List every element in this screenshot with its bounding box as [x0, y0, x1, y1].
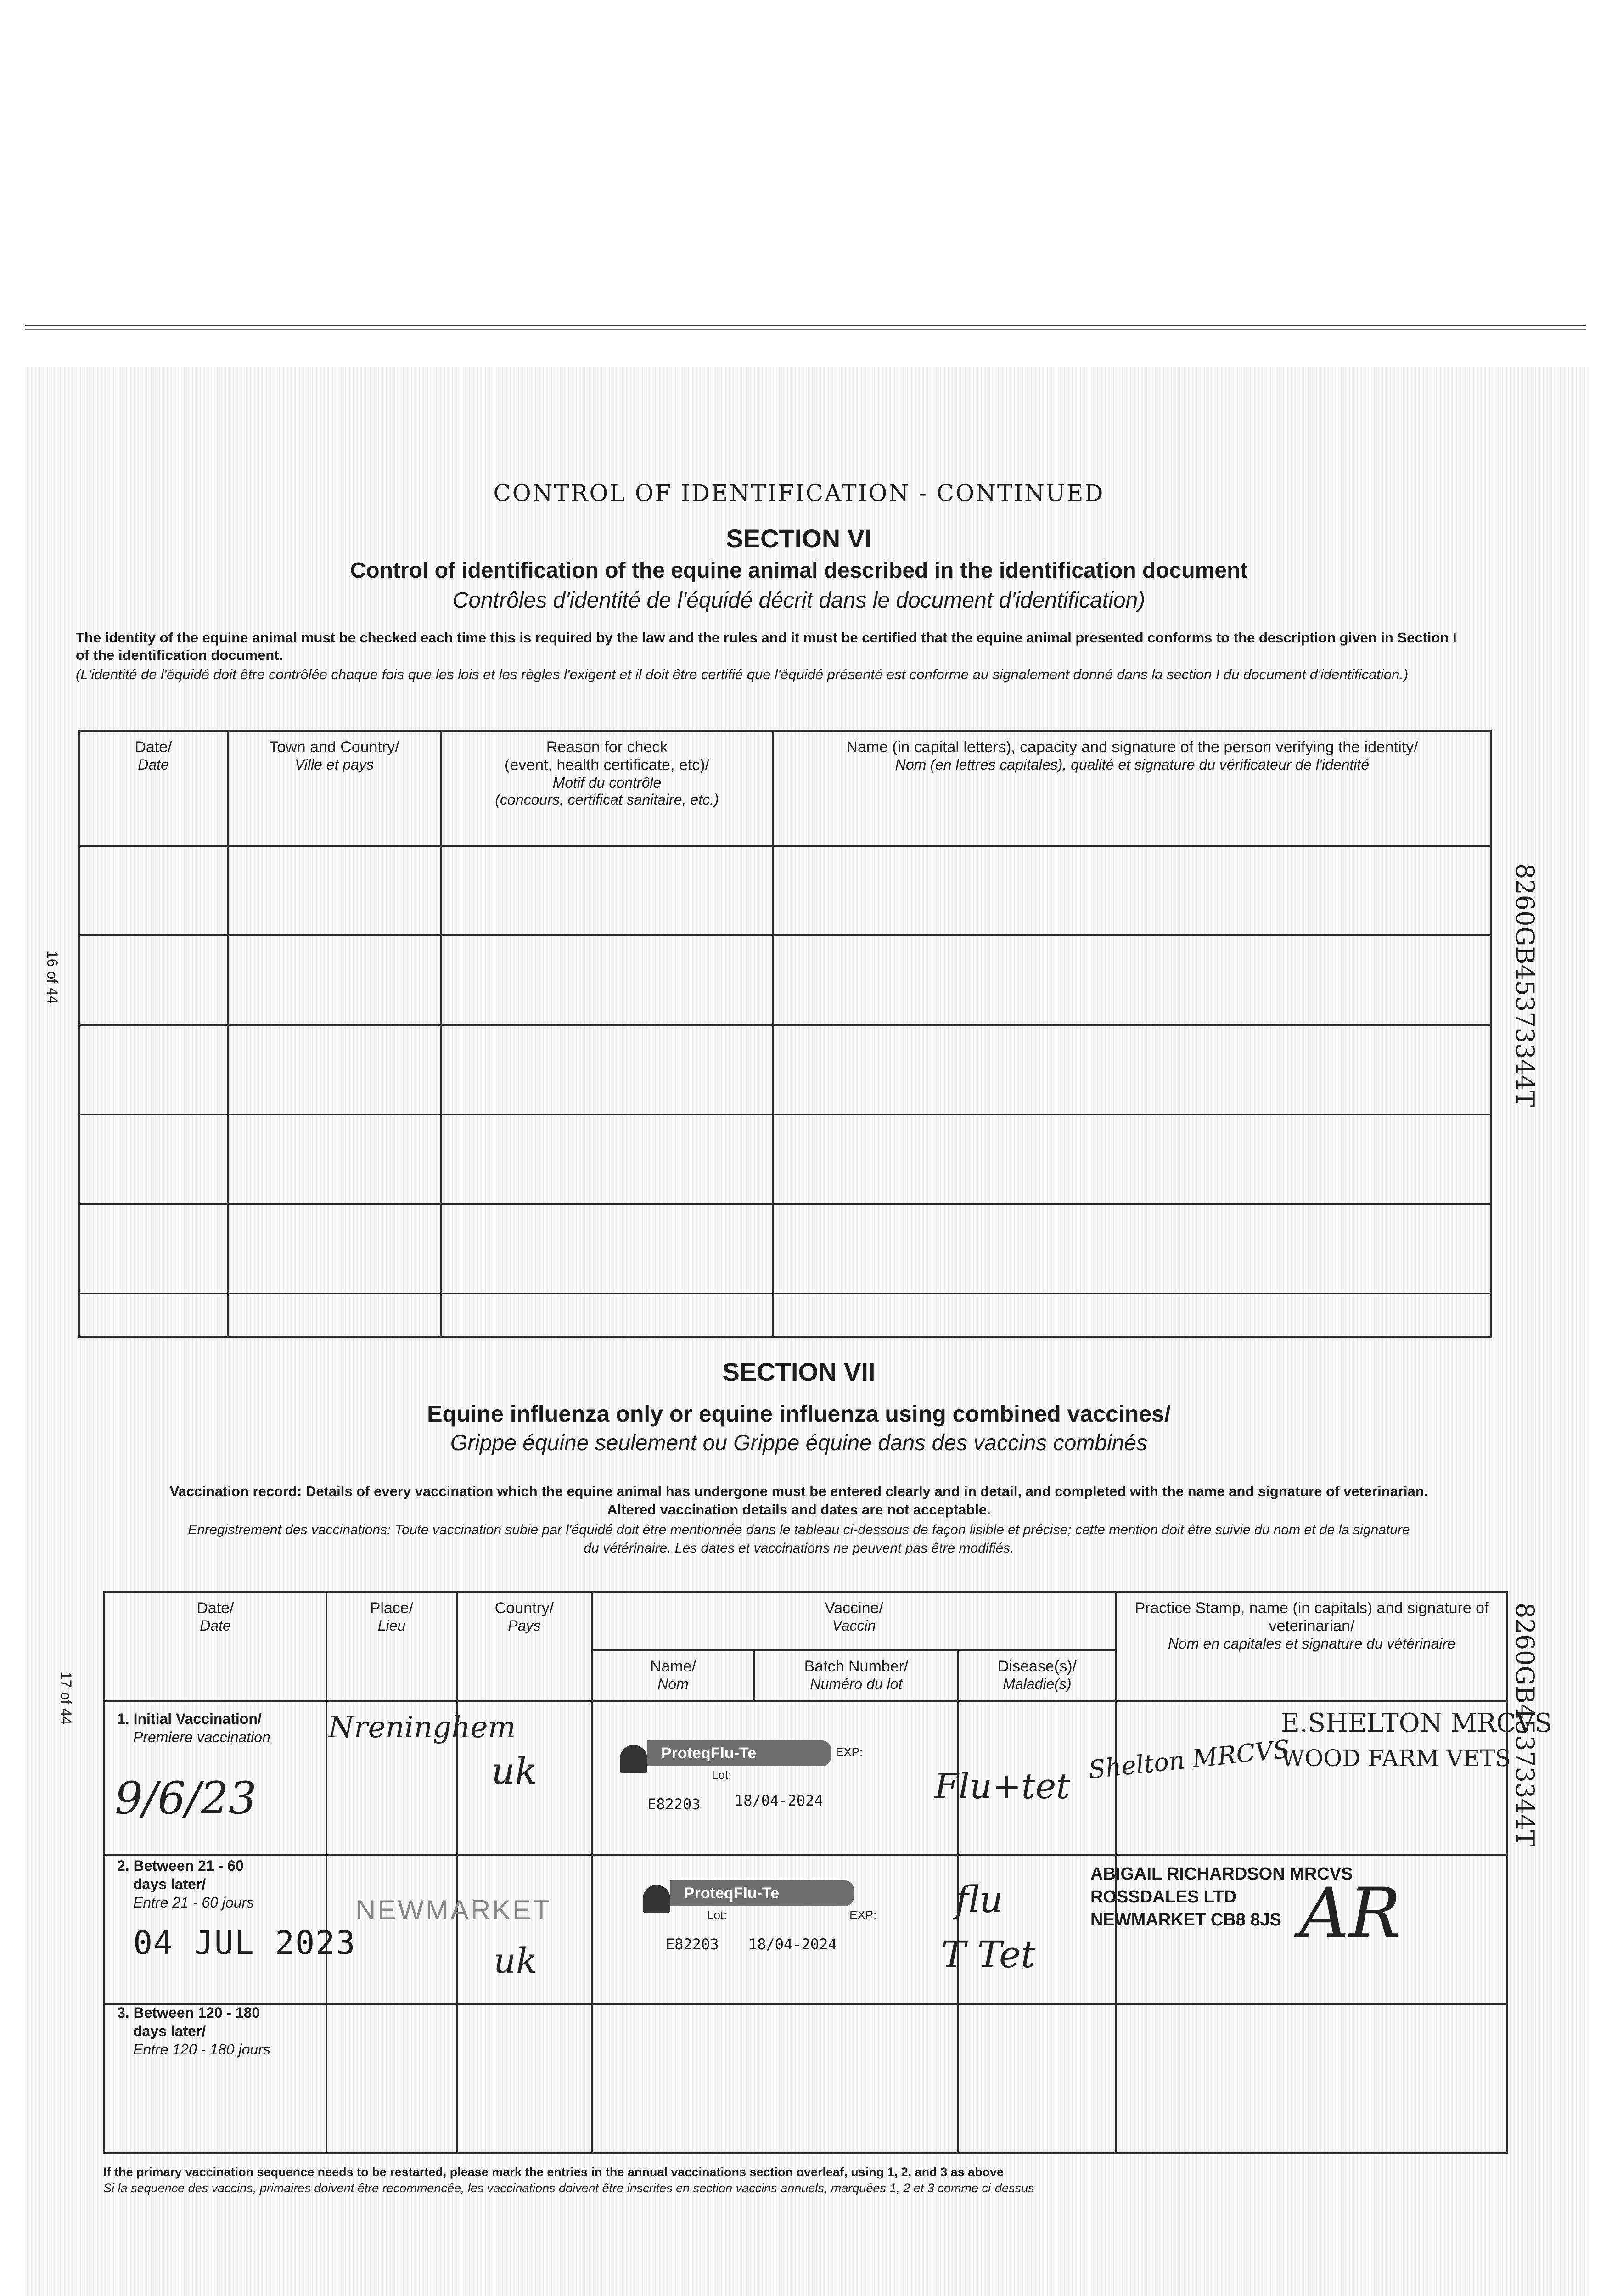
col-date: Date/ Date — [104, 1592, 326, 1701]
col-vet-stamp: Practice Stamp, name (in capitals) and signature of veterinarian/ Nom en capitales et signature du vétérinaire — [1116, 1592, 1507, 1701]
row1-label-fr: Premiere vaccination — [133, 1729, 270, 1745]
col-date: Date/ Date — [79, 731, 228, 846]
row1-date: 9/6/23 — [115, 1773, 257, 1824]
identity-check-table — [78, 730, 1492, 1338]
vaccine-logo-icon — [643, 1885, 670, 1913]
row2-place-stamp: NEWMARKET — [356, 1895, 551, 1925]
continued-title: CONTROL OF IDENTIFICATION - CONTINUED — [493, 480, 1105, 506]
vaccination-record-note-fr: Enregistrement des vaccinations: Toute vaccination subie par l'équidé doit être mentionnée dans le tableau ci-dessous de façon lisible et précise; cette mention doit être suivie du nom et de la signature — [188, 1522, 1410, 1537]
row1-vet-signature: Shelton MRCVS — [1087, 1734, 1292, 1784]
table-row — [79, 1114, 1491, 1204]
exp-label: EXP: — [849, 1908, 877, 1922]
row1-vaccine-sticker — [620, 1740, 863, 1832]
exp-label: EXP: — [836, 1745, 863, 1759]
section7-title: Equine influenza only or equine influenza using combined vaccines/ — [427, 1401, 1171, 1427]
row2-vet-address: NEWMARKET CB8 8JS — [1090, 1910, 1281, 1930]
row2-country: uk — [494, 1940, 537, 1981]
table-row — [79, 846, 1491, 935]
vaccination-record-note: Vaccination record: Details of every vaccination which the equine animal has undergone must be entered clearly and in detail, and completed with the name and signature of veterinarian. — [169, 1483, 1428, 1499]
lot-label: Lot: — [707, 1908, 727, 1922]
row1-disease: Flu+tet — [934, 1766, 1070, 1806]
vaccination-record-note-fr-2: du vétérinaire. Les dates et vaccinations ne peuvent pas être modifiés. — [584, 1541, 1014, 1556]
col-country: Country/ Pays — [457, 1592, 592, 1701]
col-vaccine: Vaccine/ Vaccin — [592, 1592, 1116, 1650]
vaccine-logo-icon — [620, 1745, 647, 1773]
section7-label: SECTION VII — [722, 1357, 876, 1386]
table-row — [104, 2004, 1507, 2153]
col-disease: Disease(s)/ Maladie(s) — [958, 1650, 1116, 1701]
row3-label-2: days later/ — [133, 2023, 206, 2039]
row1-country: uk — [491, 1750, 537, 1792]
row2-vaccine-sticker — [643, 1880, 882, 1972]
row1-label: 1. Initial Vaccination/ — [117, 1711, 262, 1727]
expiry-date: 18/04-2024 — [748, 1936, 837, 1953]
section7-title-fr: Grippe équine seulement ou Grippe équine dans des vaccins combinés — [450, 1431, 1148, 1455]
row2-vet-name: ABIGAIL RICHARDSON MRCVS — [1090, 1864, 1353, 1884]
section6-note-fr: (L'identité de l'équidé doit être contrôlée chaque fois que les lois et les règles l'exigent et il doit être certifié que l'équidé présenté est conforme au signalement donné dans la section I du document d'identification.) — [76, 666, 1409, 682]
expiry-date: 18/04-2024 — [735, 1792, 823, 1809]
row1-place: Nreninghem — [328, 1711, 516, 1745]
col-batch: Batch Number/ Numéro du lot — [754, 1650, 958, 1701]
table-row — [79, 935, 1491, 1025]
footer-note-fr: Si la sequence des vaccins, primaires doivent être recommencée, les vaccinations doivent être inscrites en section vaccins annuels, marquées 1, 2 et 3 comme ci-dessus — [103, 2181, 1034, 2195]
footer-note: If the primary vaccination sequence needs to be restarted, please mark the entries in the annual vaccinations section overleaf, using 1, 2, and 3 as above — [103, 2165, 1004, 2179]
passport-id-lower: 8260GB45373344T — [1511, 1603, 1539, 1847]
row2-label-2: days later/ — [133, 1876, 206, 1892]
passport-id-upper: 8260GB45373344T — [1511, 863, 1539, 1108]
section6-label: SECTION VI — [726, 524, 872, 553]
page-number-lower: 17 of 44 — [58, 1671, 74, 1725]
col-place: Place/ Lieu — [326, 1592, 457, 1701]
top-rule-2 — [25, 329, 1586, 330]
row1-vet-name: E.SHELTON MRCVS — [1281, 1708, 1552, 1738]
row2-vet-practice: ROSSDALES LTD — [1090, 1887, 1237, 1907]
vaccine-name: ProteqFlu-Te — [647, 1740, 831, 1766]
row2-label: 2. Between 21 - 60 — [117, 1857, 244, 1874]
row2-vet-signature: AR — [1299, 1874, 1401, 1953]
table-row — [79, 1294, 1491, 1337]
vaccine-name: ProteqFlu-Te — [670, 1880, 854, 1906]
col-vaccine-name: Name/ Nom — [592, 1650, 754, 1701]
top-rule — [25, 325, 1586, 326]
row2-disease-2: T Tet — [941, 1933, 1036, 1976]
row2-label-fr: Entre 21 - 60 jours — [133, 1894, 254, 1911]
row2-date-stamp: 04 JUL 2023 — [133, 1924, 356, 1962]
row3-label: 3. Between 120 - 180 — [117, 2004, 260, 2021]
row3-label-fr: Entre 120 - 180 jours — [133, 2041, 270, 2058]
section6-title: Control of identification of the equine animal described in the identification document — [350, 558, 1248, 583]
batch-number: E82203 — [647, 1795, 701, 1813]
table-row — [79, 1025, 1491, 1114]
page-number-upper: 16 of 44 — [44, 951, 61, 1004]
batch-number: E82203 — [666, 1936, 719, 1953]
row2-disease: flu — [955, 1878, 1003, 1921]
vaccination-record-note-2: Altered vaccination details and dates are not acceptable. — [607, 1502, 991, 1518]
col-verifier: Name (in capital letters), capacity and signature of the person verifying the identity/ Nom (en lettres capitales), qualité et signature du vérificateur de l'identité — [773, 731, 1491, 846]
section6-note: The identity of the equine animal must be checked each time this is required by the law and the rules and it must be certified that the equine animal presented conforms to the description given in Section I of the identification document. — [76, 630, 1457, 663]
row1-vet-practice: WOOD FARM VETS — [1281, 1745, 1511, 1772]
col-town: Town and Country/ Ville et pays — [228, 731, 441, 846]
col-reason: Reason for check (event, health certificate, etc)/ Motif du contrôle (concours, certificat sanitaire, etc.) — [441, 731, 773, 846]
section6-title-fr: Contrôles d'identité de l'équidé décrit dans le document d'identification) — [452, 588, 1146, 613]
table-row — [79, 1204, 1491, 1294]
lot-label: Lot: — [712, 1768, 732, 1782]
